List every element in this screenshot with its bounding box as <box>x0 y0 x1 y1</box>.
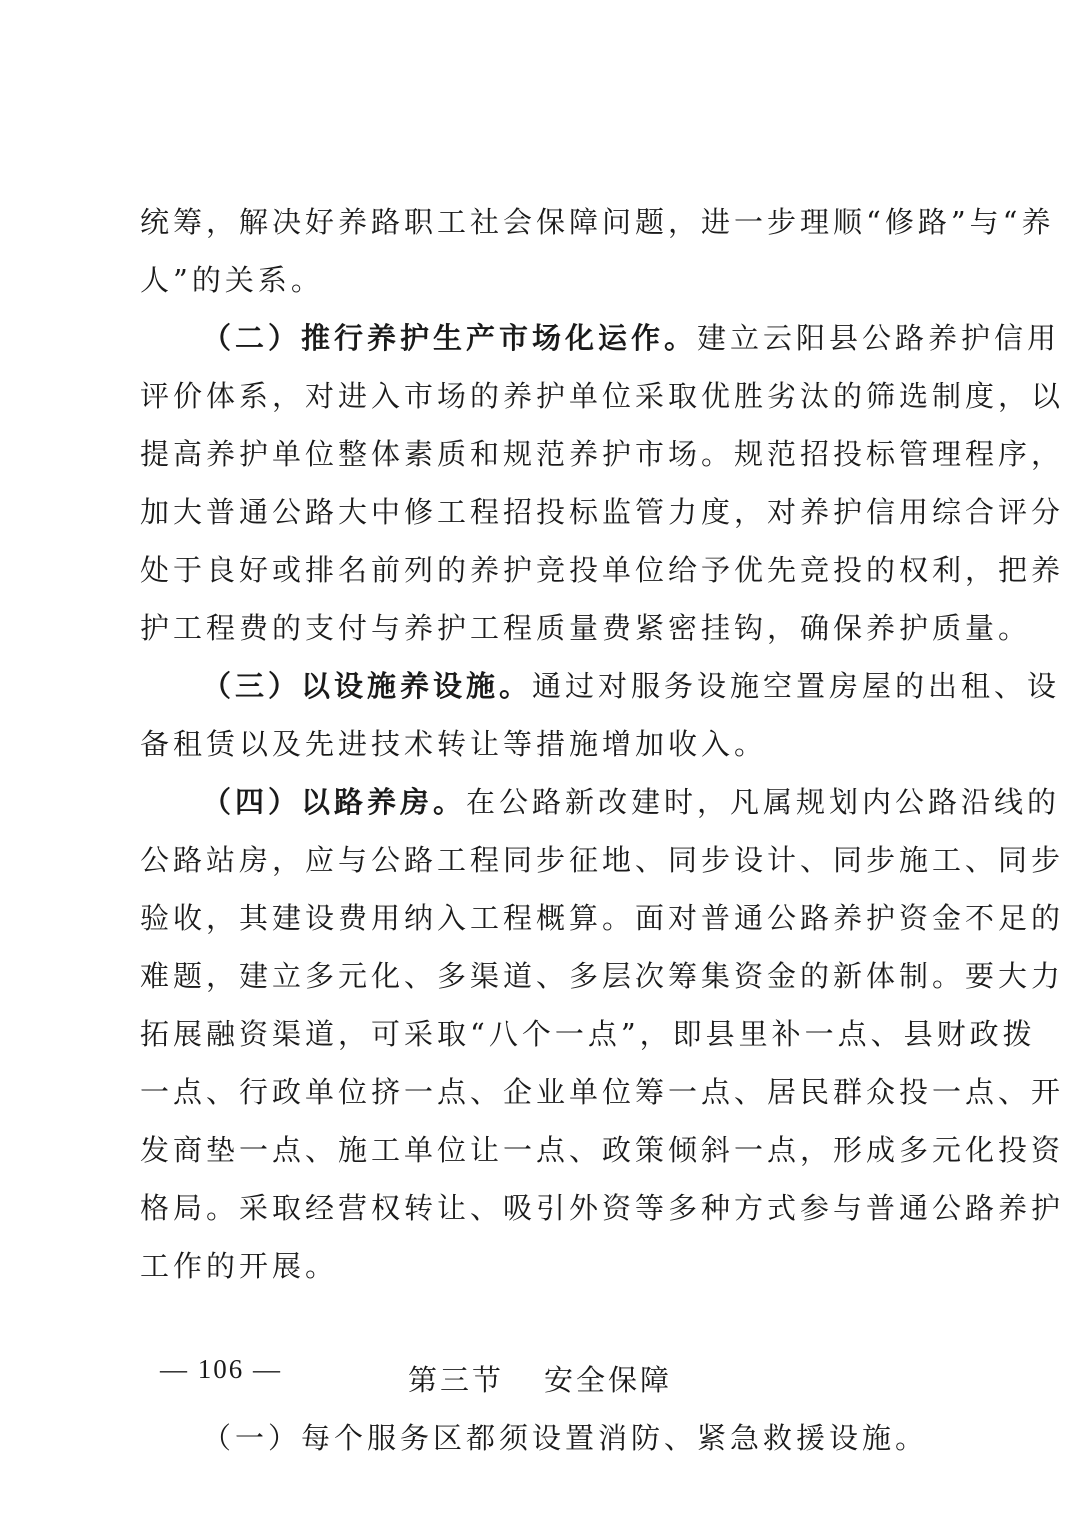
paragraph-line: 拓展融资渠道，可采取“八个一点”，即县里补一点、县财政拨 <box>140 1017 1036 1051</box>
paragraph-line: 验收，其建设费用纳入工程概算。面对普通公路养护资金不足的 <box>140 901 1065 935</box>
paragraph-line: 人”的关系。 <box>140 263 324 297</box>
paragraph-line: 难题，建立多元化、多渠道、多层次筹集资金的新体制。要大力 <box>140 959 1065 993</box>
item-two-first-line <box>140 309 1061 367</box>
paragraph-line: 发商垫一点、施工单位让一点、政策倾斜一点，形成多元化投资 <box>140 1133 1065 1167</box>
item-four-text: 在公路新改建时，凡属规划内公路沿线的 <box>466 785 1061 819</box>
item-three-heading: （三）以设施养设施。 <box>202 669 533 703</box>
paragraph-line: 工作的开展。 <box>140 1249 339 1283</box>
paragraph-line: 统筹，解决好养路职工社会保障问题，进一步理顺“修路”与“养 <box>140 205 1055 239</box>
section-item-one: （一）每个服务区都须设置消防、紧急救援设施。 <box>202 1421 929 1455</box>
paragraph-line: 提高养护单位整体素质和规范养护市场。规范招投标管理程序， <box>140 437 1065 471</box>
item-three-text: 通过对服务设施空置房屋的出租、设 <box>532 669 1061 703</box>
page-number: — 106 — <box>160 1354 282 1384</box>
paragraph-line: 加大普通公路大中修工程招投标监管力度，对养护信用综合评分 <box>140 495 1065 529</box>
document-body <box>140 193 1065 1467</box>
paragraph-line: 格局。采取经营权转让、吸引外资等多种方式参与普通公路养护 <box>140 1191 1065 1225</box>
paragraph-line: 公路站房，应与公路工程同步征地、同步设计、同步施工、同步 <box>140 843 1065 877</box>
section-number: 第三节 <box>407 1363 504 1397</box>
item-three-first-line <box>140 657 1061 715</box>
item-two-heading: （二）推行养护生产市场化运作。 <box>202 321 698 355</box>
section-title: 安全保障 <box>544 1363 673 1397</box>
item-four-heading: （四）以路养房。 <box>202 785 467 819</box>
item-two-text: 建立云阳县公路养护信用 <box>697 321 1061 355</box>
paragraph-line: 处于良好或排名前列的养护竞投单位给予优先竞投的权利，把养 <box>140 553 1065 587</box>
paragraph-line: 备租赁以及先进技术转让等措施增加收入。 <box>140 727 768 761</box>
item-four-first-line <box>140 773 1061 831</box>
paragraph-line: 一点、行政单位挤一点、企业单位筹一点、居民群众投一点、开 <box>140 1075 1065 1109</box>
paragraph-line: 评价体系，对进入市场的养护单位采取优胜劣汰的筛选制度，以 <box>140 379 1065 413</box>
paragraph-line: 护工程费的支付与养护工程质量费紧密挂钩，确保养护质量。 <box>140 611 1032 645</box>
